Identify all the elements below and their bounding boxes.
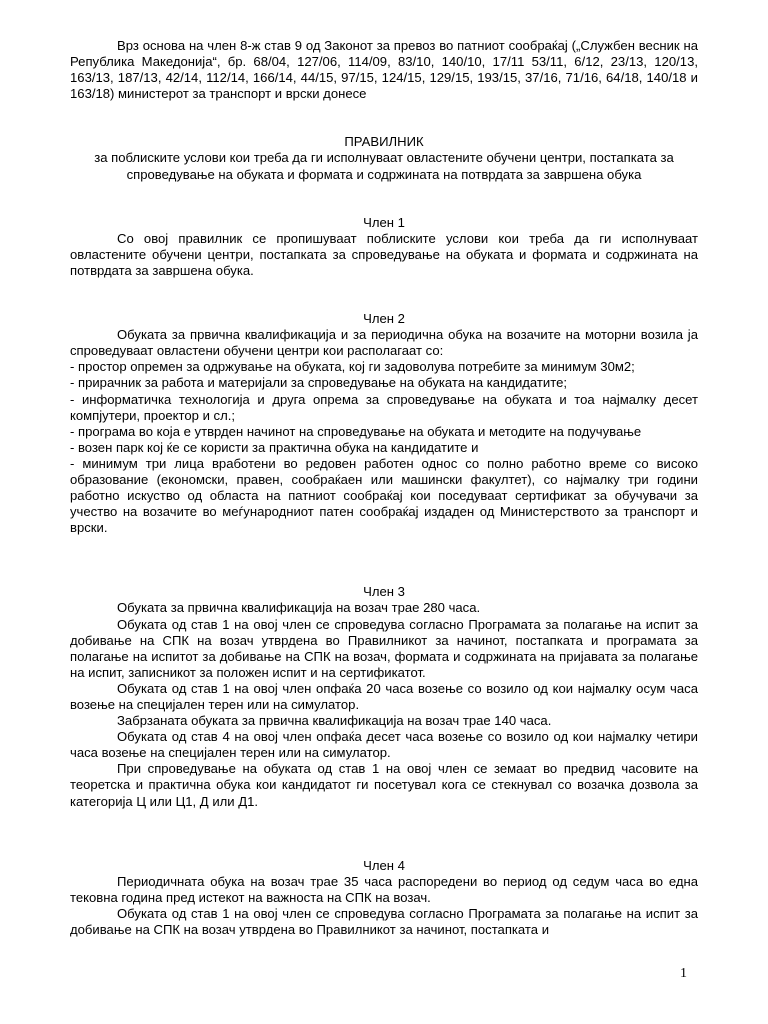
list-item: - информатичка технологија и друга опрема за спроведување на обуката и тоа најмалку десет компјутери, проектор и сл.; bbox=[70, 391, 698, 423]
article-paragraph: Обуката од став 1 на овој член се спроведува согласно Програмата за полагање на испит за добивање на СПК на возач утврдена во Правилникот за начинот, постапката и bbox=[70, 905, 698, 938]
article-heading: Член 4 bbox=[363, 857, 405, 873]
article-paragraph: При спроведувањe на обуката од став 1 на овој член се земаат во предвид часовите на теоретска и практична обука кои кандидатот ги посетувал кога се стекнувал со возачка дозвола за категорија Ц или Ц1, Д или Д1. bbox=[70, 761, 698, 809]
article-2 bbox=[70, 311, 698, 536]
article-paragraph: Со овој правилник се пропишуваат поблиските услови кои треба да ги исполнуваат овластените обучени центри, постапката за спроведување на обуката и формата и содржината на потврдата за завршена обука. bbox=[70, 230, 698, 278]
article-3 bbox=[70, 584, 698, 809]
article-paragraph: Обуката од став 1 на овој член се спроведува согласно Програмата за полагање на испит за добивање на СПК на возач утврдена во Правилникот за начинот, постапката и програмата за полагање на испитот за добивање на СПК на возач, формата и содржината на пријавата за полагање на испит, записникот за положен испит и на сертификатот. bbox=[70, 616, 698, 680]
list-item: - возен парк кој ќе се користи за практична обука на кандидатите и bbox=[70, 439, 479, 455]
article-1 bbox=[70, 215, 698, 279]
page-number: 1 bbox=[680, 966, 687, 981]
document-body bbox=[70, 38, 698, 938]
rulebook-heading: ПРАВИЛНИК bbox=[344, 134, 424, 150]
article-paragraph: Обуката од став 4 на овој член опфаќа десет часа возење со возило од кои најмалку четири часа возење на специјален терен или на симулатор. bbox=[70, 729, 698, 761]
rulebook-title-block bbox=[70, 134, 698, 182]
article-heading: Член 3 bbox=[363, 584, 405, 600]
list-item: - простор опремен за одржување на обуката, кој ги задоволува потребите за минимум 30м2; bbox=[70, 359, 635, 375]
article-paragraph: Забрзаната обуката за првична квалификација на возач трае 140 часа. bbox=[117, 713, 552, 729]
list-item: - програма во која е утврден начинот на спроведување на обуката и методите на подучување bbox=[70, 423, 642, 439]
article-heading: Член 1 bbox=[363, 214, 405, 230]
article-paragraph: Периодичната обука на возач трае 35 часа распоредени во период од седум часа во една тековна година пред истекот на важноста на СПК на возач. bbox=[70, 873, 698, 905]
article-paragraph: Обуката за првична квалификација на возач трае 280 часа. bbox=[117, 600, 481, 616]
rulebook-subtitle: за поблиските услови кои треба да ги исполнуваат овластените обучени центри, постапката за спроведување на обуката и формата и содржината на потврдата за завршена обука bbox=[94, 150, 674, 182]
preamble-paragraph: Врз основа на член 8-ж став 9 од Законот за превоз во патниот сообраќај („Службен весник на Република Македонија“, бр. 68/04, 127/06, 114/09, 83/10, 140/10, 17/11 53/11, 6/12, 23/13, 120/13, 163/13, 187/13, 42/14, 112/14, 166/14, 44/15, 97/15, 124/15, 129/15, 193/15, 37/16, 71/16, 64/18, 140/18 и 163/18) министерот за транспорт и врски донесе bbox=[70, 38, 698, 102]
article-paragraph: Обуката за првична квалификација и за периодична обука на возачите на моторни возила ја спроведуваат овластени обучени центри кои располагаат со: bbox=[70, 327, 698, 359]
list-item: - минимум три лица вработени во редовен работен однос со полно работно време со високо образование (економски, правен, сообраќаен или машински факултет), со најмалку три години работно искуство од областа на патниот сообраќај кои поседуваат сертификат за обучувачи за учество на возачите во меѓународниот патен сообраќај издаден од Министерството за транспорт и врски. bbox=[70, 455, 698, 536]
article-heading: Член 2 bbox=[363, 311, 405, 327]
article-4 bbox=[70, 858, 698, 938]
list-item: - прирачник за работа и материјали за спроведување на обуката на кандидатите; bbox=[70, 375, 567, 391]
article-paragraph: Обуката од став 1 на овој член опфаќа 20 часа возење со возило од кои најмалку осум часа возење на специјален терен или на симулатор. bbox=[70, 680, 698, 712]
